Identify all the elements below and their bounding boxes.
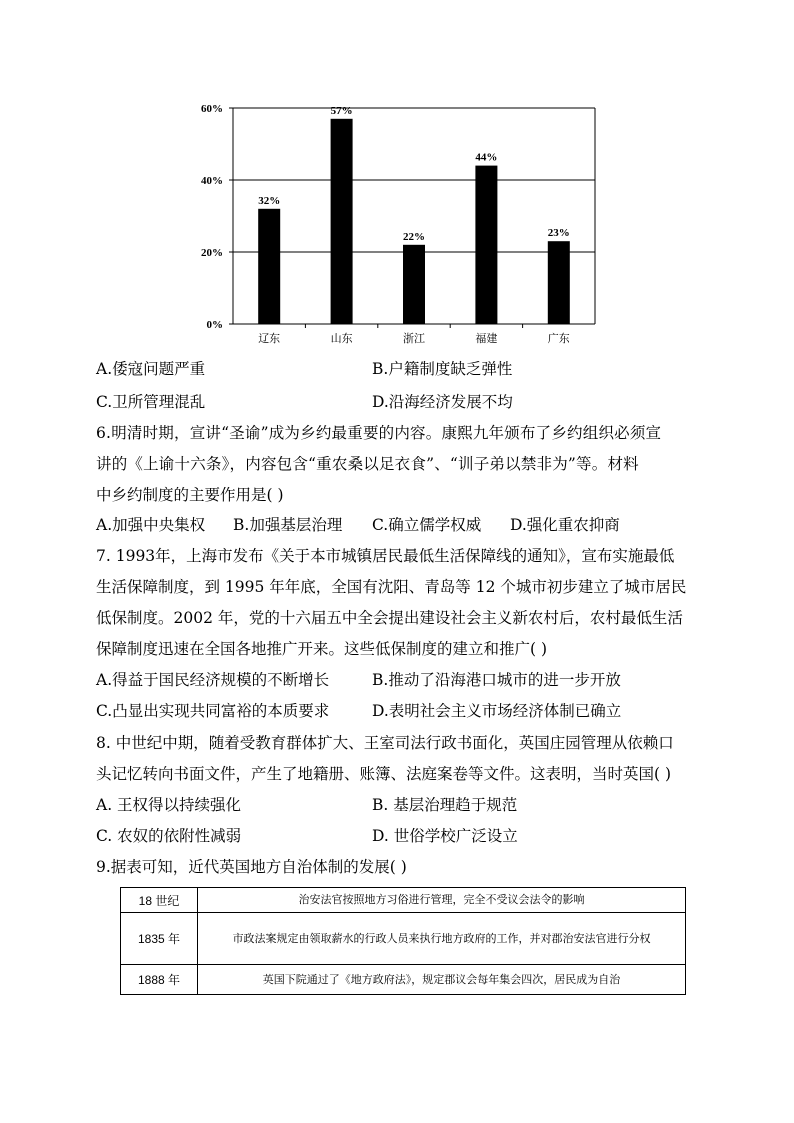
- q5-option-a[interactable]: A.倭寇问题严重: [96, 360, 206, 378]
- q7-stem-line-2: 生活保障制度，到 1995 年年底，全国有沈阳、青岛等 12 个城市初步建立了城市居民: [96, 578, 687, 596]
- q7-stem-line-4: 保障制度迅速在全国各地推广开来。这些低保制度的建立和推广( ): [96, 640, 548, 658]
- x-tick-label: 广东: [547, 332, 570, 345]
- q6-option-b[interactable]: B.加强基层治理: [233, 516, 343, 534]
- x-tick-label: 浙江: [403, 332, 425, 345]
- q8-option-b[interactable]: B. 基层治理趋于规范: [372, 796, 518, 814]
- table-cell-year: 18 世纪: [121, 888, 198, 913]
- y-tick-label: 60%: [201, 103, 223, 115]
- q8-stem-line-2: 头记忆转向书面文件，产生了地籍册、账簿、法庭案卷等文件。这表明，当时英国( ): [96, 765, 672, 783]
- q6-option-a[interactable]: A.加强中央集权: [96, 516, 206, 534]
- bar: [475, 166, 497, 324]
- data-label: 22%: [403, 230, 425, 243]
- table-row: [121, 965, 686, 995]
- chart-labels: [201, 103, 570, 345]
- q7-option-d[interactable]: D.表明社会主义市场经济体制已确立: [372, 702, 622, 720]
- q6-option-c[interactable]: C.确立儒学权威: [372, 516, 482, 534]
- table-cell-desc: 英国下院通过了《地方政府法》，规定郡议会每年集会四次，居民成为自治: [198, 965, 686, 995]
- y-tick-label: 40%: [201, 175, 223, 187]
- table-row: [121, 888, 686, 913]
- q7-option-a[interactable]: A.得益于国民经济规模的不断增长: [96, 671, 330, 689]
- x-tick-label: 福建: [475, 332, 498, 345]
- y-tick-label: 0%: [206, 319, 223, 331]
- history-table: [120, 887, 686, 995]
- table-cell-desc: 治安法官按照地方习俗进行管理，完全不受议会法令的影响: [198, 888, 686, 913]
- q8-option-d[interactable]: D. 世俗学校广泛设立: [372, 827, 518, 845]
- q6-stem-line-2: 讲的《上谕十六条》，内容包含“重农桑以足衣食”、“训子弟以禁非为”等。材料: [96, 455, 639, 473]
- q6-option-d[interactable]: D.强化重农抑商: [510, 516, 620, 534]
- q9-stem: 9.据表可知，近代英国地方自治体制的发展( ): [96, 858, 407, 876]
- bar: [331, 119, 353, 324]
- q5-option-c[interactable]: C.卫所管理混乱: [96, 393, 206, 411]
- q7-stem-line-1: 7. 1993年，上海市发布《关于本市城镇居民最低生活保障线的通知》，宣布实施最低: [96, 547, 675, 565]
- chart-bars: [258, 119, 570, 324]
- bar: [258, 209, 280, 324]
- x-tick-label: 山东: [330, 332, 353, 345]
- y-tick-label: 20%: [201, 247, 223, 259]
- q6-stem-line-1: 6.明清时期，宣讲“圣谕”成为乡约最重要的内容。康熙九年颁布了乡约组织必须宣: [96, 424, 662, 442]
- q7-option-c[interactable]: C.凸显出实现共同富裕的本质要求: [96, 702, 330, 720]
- x-tick-label: 辽东: [258, 332, 281, 345]
- bar: [548, 241, 570, 324]
- q5-option-b[interactable]: B.户籍制度缺乏弹性: [372, 360, 513, 378]
- data-label: 23%: [547, 227, 570, 240]
- data-label: 44%: [475, 151, 498, 164]
- table-cell-desc: 市政法案规定由领取薪水的行政人员来执行地方政府的工作，并对郡治安法官进行分权: [198, 913, 686, 965]
- table-cell-year: 1835 年: [121, 913, 198, 965]
- table-cell-year: 1888 年: [121, 965, 198, 995]
- bar: [403, 245, 425, 324]
- data-label: 32%: [258, 194, 281, 207]
- bar-chart: [195, 98, 605, 348]
- q7-option-b[interactable]: B.推动了沿海港口城市的进一步开放: [372, 671, 621, 689]
- q8-option-a[interactable]: A. 王权得以持续强化: [96, 796, 242, 814]
- table-row: [121, 913, 686, 965]
- q7-stem-line-3: 低保制度。2002 年，党的十六届五中全会提出建设社会主义新农村后，农村最低生活: [96, 609, 683, 627]
- q8-option-c[interactable]: C. 农奴的依附性减弱: [96, 827, 242, 845]
- q8-stem-line-1: 8. 中世纪中期，随着受教育群体扩大、王室司法行政书面化，英国庄园管理从依赖口: [96, 734, 674, 752]
- data-label: 57%: [330, 104, 353, 117]
- q6-stem-line-3: 中乡约制度的主要作用是( ): [96, 486, 284, 504]
- q5-option-d[interactable]: D.沿海经济发展不均: [372, 393, 513, 411]
